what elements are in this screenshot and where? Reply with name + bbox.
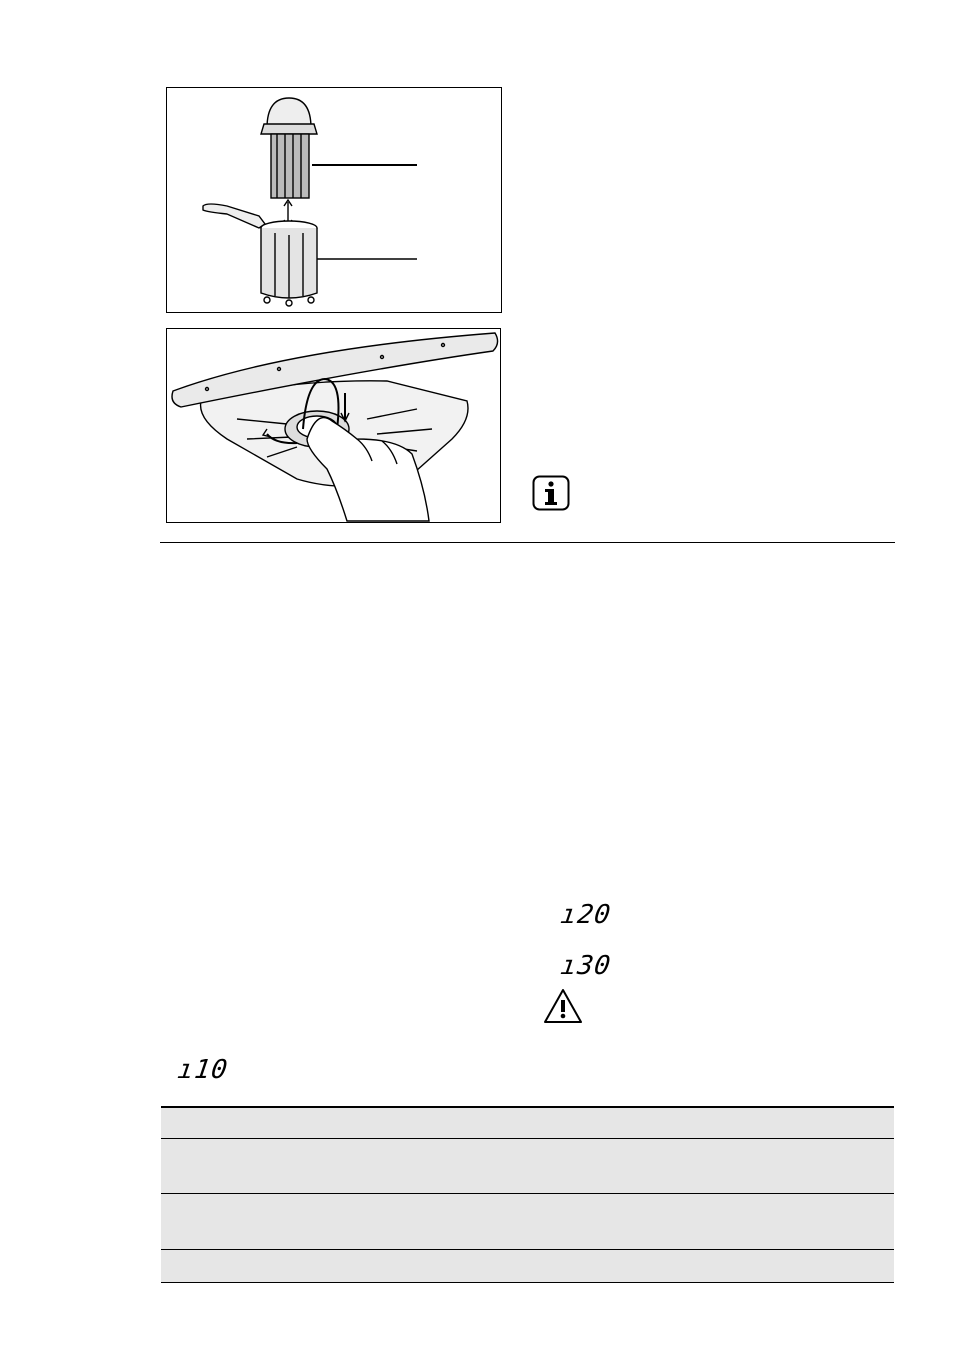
table-row xyxy=(161,1194,894,1250)
table-row xyxy=(161,1139,894,1194)
spray-arm-drawing xyxy=(167,329,502,524)
filter-illustration xyxy=(166,87,502,313)
info-icon xyxy=(532,475,570,516)
spray-arm-illustration xyxy=(166,328,501,523)
info-table xyxy=(161,1106,894,1283)
display-code-10: ı10 xyxy=(175,1055,231,1085)
table-row xyxy=(161,1250,894,1283)
display-code-20: ı20 xyxy=(558,900,614,930)
display-code-30: ı30 xyxy=(558,951,614,981)
table-header-row xyxy=(161,1106,894,1139)
section-divider xyxy=(160,542,895,543)
filter-drawing xyxy=(167,88,503,314)
warning-icon xyxy=(542,987,584,1030)
